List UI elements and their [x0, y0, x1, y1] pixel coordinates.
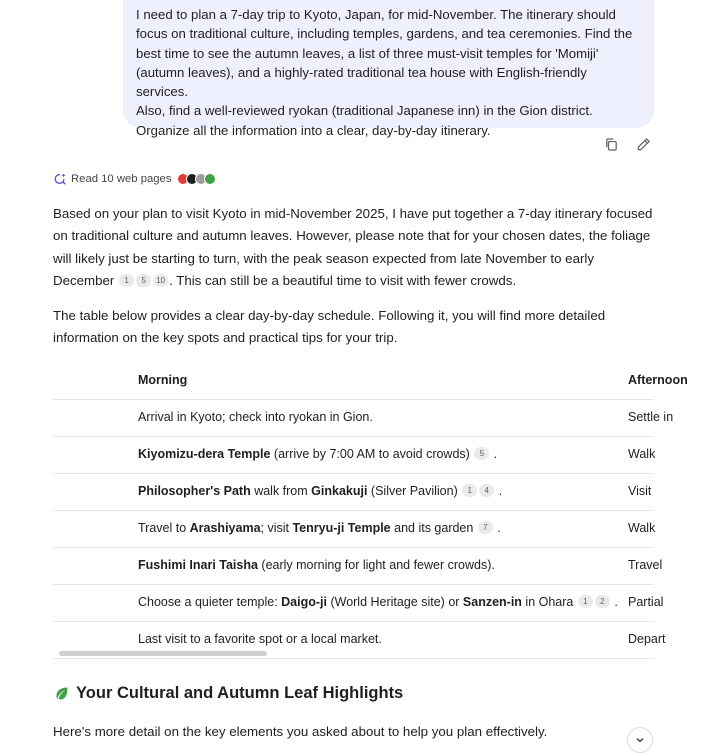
table-row [53, 584, 664, 622]
chevron-down-icon [634, 734, 646, 746]
place-name: Fushimi Inari Taisha [138, 558, 258, 572]
citation-chip[interactable]: 5 [136, 274, 151, 287]
source-favicons [177, 173, 216, 185]
citation-chip[interactable]: 1 [578, 595, 593, 608]
afternoon-cell: Visit [628, 484, 652, 498]
cell-text: Last visit to a favorite spot or a local market. [138, 632, 382, 646]
leaf-icon [53, 685, 70, 702]
cell-text: (World Heritage site) or [326, 595, 463, 609]
citation-chip[interactable]: 10 [153, 274, 168, 287]
cell-text: Travel to [138, 521, 190, 535]
cell-text: (early morning for light and fewer crowds). [257, 558, 495, 572]
citation-chip[interactable]: 7 [478, 521, 493, 534]
horizontal-scrollbar[interactable] [59, 651, 267, 656]
table-row [53, 547, 663, 585]
citation-chip[interactable]: 4 [479, 484, 494, 497]
cell-text: Choose a quieter temple: [138, 595, 282, 609]
cell-text: in Ohara [521, 595, 574, 609]
search-spark-icon [53, 172, 67, 186]
morning-cell: Travel to Arashiyama; visit Tenryu-ji Temple and its garden 7 . [138, 521, 501, 535]
user-message-line: best time to see the autumn leaves, a list of three must-visit temples for 'Momiji' [136, 45, 599, 61]
place-name: Philosopher's Path [138, 484, 251, 498]
place-name: Tenryu-ji Temple [292, 521, 391, 535]
morning-cell [138, 547, 495, 584]
place-name: Sanzen-in [462, 595, 522, 609]
afternoon-cell: Walk [628, 521, 656, 535]
answer-paragraph-2: The table below provides a clear day-by-day schedule. Following it, you will find more detailed information on the key spots and practical tips for your trip. [53, 308, 606, 346]
afternoon-cell: Walk [628, 447, 656, 461]
cell-text: Arrival in Kyoto; check into ryokan in Gion. [138, 410, 373, 424]
edit-icon[interactable] [635, 136, 652, 153]
table-row [53, 510, 654, 548]
morning-cell: Philosopher's Path walk from Ginkakuji (Silver Pavilion) 1 4 . [138, 484, 503, 498]
table-row [53, 436, 654, 474]
citation-chip[interactable]: 5 [474, 447, 489, 460]
scroll-down-button[interactable] [627, 727, 653, 753]
answer-paragraph-1 [53, 203, 653, 292]
header-afternoon: Afternoon [628, 373, 688, 387]
afternoon-cell: Partial [628, 595, 664, 609]
user-message-line: I need to plan a 7-day trip to Kyoto, Japan, for mid-November. The itinerary should [136, 7, 616, 22]
user-message-line: (autumn leaves), and a highly-rated traditional tea house with English-friendly services. [136, 64, 587, 100]
answer-text: Based on your plan to visit Kyoto in mid-November 2025, I have put together a 7-day itinerary focused on traditional culture and autumn leaves. However, please note that for your chosen dates, the foliage will likely just be starting to turn, with the peak season expected from late November to early December [53, 206, 653, 288]
place-name: Daigo-ji [281, 595, 327, 609]
user-message-line: Also, find a well-reviewed ryokan (traditional Japanese inn) in the Gion district. [136, 103, 593, 119]
cell-text: walk from [250, 484, 312, 498]
copy-icon[interactable] [603, 136, 620, 153]
citation-chip[interactable]: 2 [595, 595, 610, 608]
place-name: Arashiyama [189, 521, 261, 535]
afternoon-cell: Depart [628, 632, 666, 646]
user-message-bubble [123, 0, 654, 138]
table-row [53, 399, 674, 437]
favicon [204, 173, 216, 185]
afternoon-cell: Travel [628, 558, 663, 572]
cell-text: (Silver Pavilion) [367, 484, 458, 498]
user-message-line: focus on traditional culture, including temples, gardens, and tea ceremonies. Find the [136, 26, 633, 42]
place-name: Ginkakuji [311, 484, 368, 498]
answer-text: . This can still be a beautiful time to visit with fewer crowds. [169, 272, 517, 288]
table-header-row [53, 362, 688, 400]
afternoon-cell: Settle in [628, 410, 674, 424]
message-actions [603, 136, 652, 153]
cell-text: ; visit [260, 521, 293, 535]
sources-toggle[interactable] [53, 172, 216, 186]
section-heading [53, 684, 403, 703]
sources-label: Read 10 web pages [71, 173, 172, 185]
citation-chip[interactable]: 1 [462, 484, 477, 497]
user-message-line: Organize all the information into a clear, day-by-day itinerary. [136, 122, 491, 138]
morning-cell: Choose a quieter temple: Daigo-ji (World Heritage site) or Sanzen-in in Ohara 1 2 . [138, 595, 618, 609]
morning-cell [138, 399, 373, 436]
itinerary-table [53, 362, 688, 662]
header-morning: Morning [138, 373, 188, 387]
morning-cell: Kiyomizu-dera Temple (arrive by 7:00 AM to avoid crowds) 5 . [138, 447, 498, 461]
cell-text: and its garden [390, 521, 474, 535]
table-row [53, 473, 654, 511]
cell-text: (arrive by 7:00 AM to avoid crowds) [270, 447, 470, 461]
place-name: Kiyomizu-dera Temple [138, 447, 271, 461]
section-intro: Here's more detail on the key elements you asked about to help you plan effectively. [53, 724, 548, 739]
section-title: Your Cultural and Autumn Leaf Highlights [76, 684, 404, 702]
citation-chip[interactable]: 1 [119, 274, 134, 287]
